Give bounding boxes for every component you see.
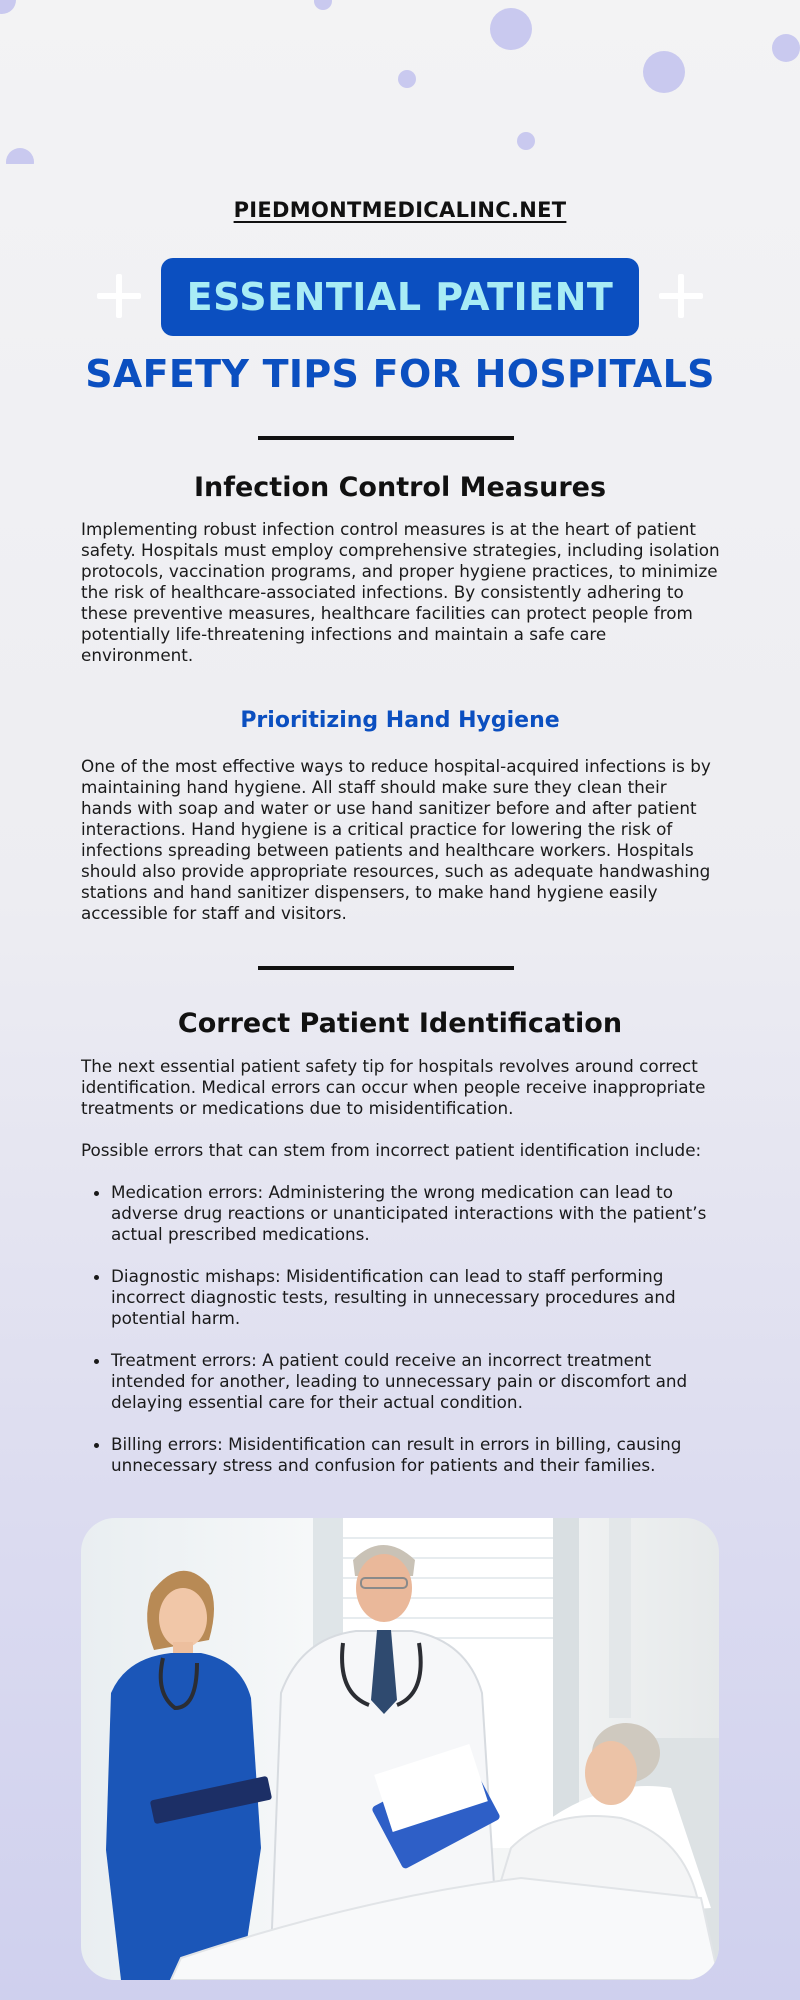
decor-dot [314, 0, 332, 10]
error-list [81, 1182, 721, 1497]
identification-intro: The next essential patient safety tip for hospitals revolves around correct identification. Medical errors can occur when people receive inappropriate treatments or medications due to misidentification. [81, 1056, 706, 1118]
nurse-face [159, 1588, 207, 1648]
door-frame [609, 1518, 631, 1718]
plus-icon [659, 274, 703, 318]
list-item: • Treatment errors: A patient could receive an incorrect treatment intended for another, leading to unnecessary pain or discomfort and delaying essential care for their actual condition. [111, 1350, 721, 1413]
decor-dot [398, 70, 416, 88]
decor-dot [0, 0, 16, 14]
list-item: • Billing errors: Misidentification can result in errors in billing, causing unnecessary stress and confusion for patients and their families. [111, 1434, 721, 1476]
list-item: • Medication errors: Administering the wrong medication can lead to adverse drug reactions or unanticipated interactions with the patient’s actual prescribed medications. [111, 1182, 721, 1245]
identification-heading: Correct Patient Identification [177, 1008, 623, 1039]
plus-icon [97, 274, 141, 318]
title-line-1: ESSENTIAL PATIENT [186, 275, 614, 319]
hand-hygiene-heading: Prioritizing Hand Hygiene [240, 708, 560, 733]
identification-lead: Possible errors that can stem from incorrect patient identification include: [81, 1140, 702, 1160]
infection-heading: Infection Control Measures [193, 472, 607, 503]
divider [258, 436, 514, 440]
title-line-2: SAFETY TIPS FOR HOSPITALS [85, 352, 715, 396]
infection-body: Implementing robust infection control measures is at the heart of patient safety. Hospitals must employ comprehensive strategies, including isolation protocols, vaccination programs, and proper hygiene practices, to minimize the risk of healthcare-associated infections. By consistently adhering to these preventive measures, healthcare facilities can protect people from potentially life-threatening infections and maintain a safe care environment. [81, 519, 720, 665]
decor-dot [772, 34, 800, 62]
site-url: PIEDMONTMEDICALINC.NET [233, 198, 567, 222]
patient-face [585, 1741, 637, 1805]
hospital-photo [81, 1518, 719, 1980]
hand-hygiene-body: One of the most effective ways to reduce hospital-acquired infections is by maintaining hand hygiene. All staff should make sure they clean their hands with soap and water or use hand sanitizer before and after patient interactions. Hand hygiene is a critical practice for lowering the risk of infections spreading between patients and healthcare workers. Hospitals should also provide appropriate resources, such as adequate handwashing stations and hand sanitizer dispensers, to make hand hygiene easily accessible for staff and visitors. [81, 756, 711, 923]
decor-dot [643, 51, 685, 93]
decor-dot [6, 148, 34, 176]
decor-dot [490, 8, 532, 50]
decor-dot [517, 132, 535, 150]
title-banner [161, 258, 639, 336]
divider [258, 966, 514, 970]
list-item: • Diagnostic mishaps: Misidentification can lead to staff performing incorrect diagnostic tests, resulting in unnecessary procedures and potential harm. [111, 1266, 721, 1329]
